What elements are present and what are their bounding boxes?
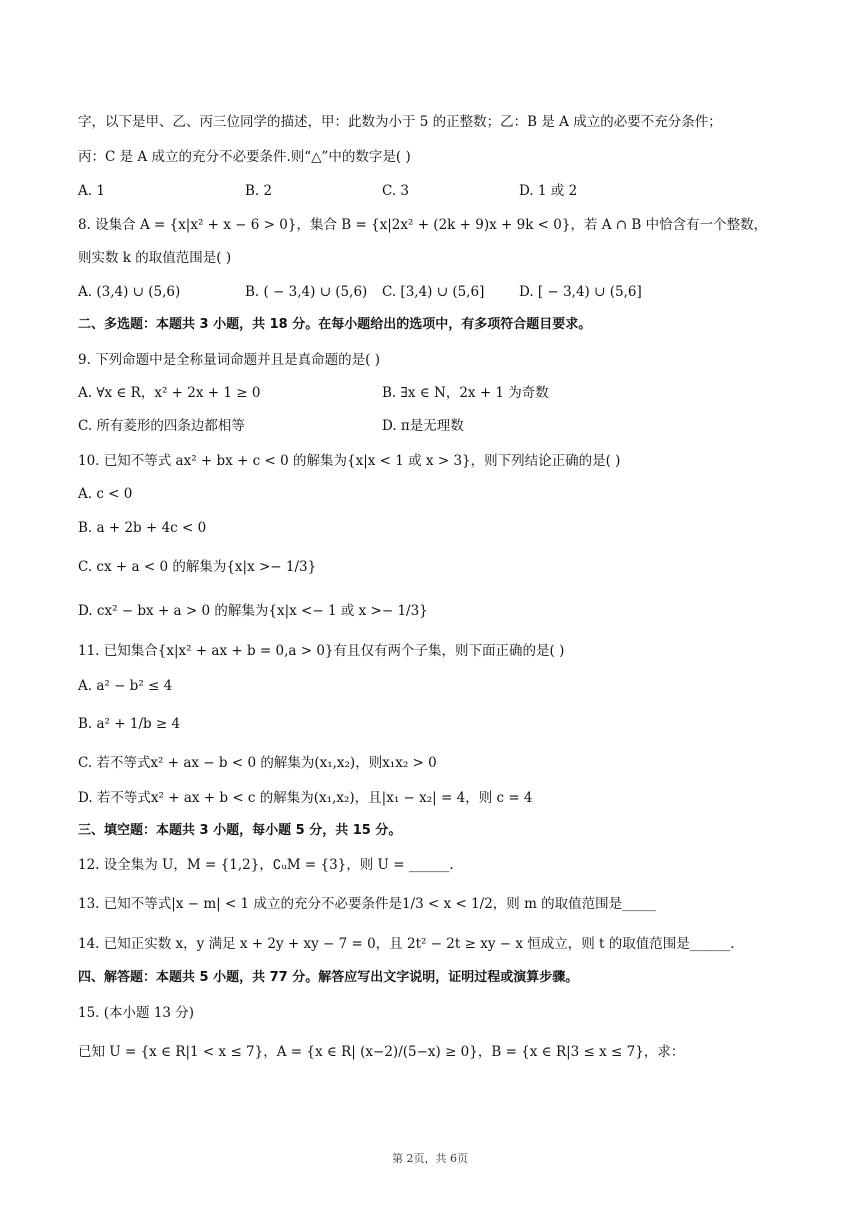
q9-option-b: B. ∃x ∈ N，2x + 1 为奇数 <box>382 385 549 401</box>
q11-option-a: A. a² − b² ≤ 4 <box>78 678 173 694</box>
q9-text: 9. 下列命题中是全称量词命题并且是真命题的是( ) <box>78 352 380 368</box>
q8-option-a: A. (3,4) ∪ (5,6) <box>78 284 181 300</box>
section-4-heading: 四、解答题：本题共 5 小题，共 77 分。解答应写出文字说明，证明过程或演算步骤。 <box>78 970 579 985</box>
q11-text: 11. 已知集合{x|x² + ax + b = 0,a > 0}有且仅有两个子集，则下面正确的是( ) <box>78 643 565 659</box>
q13-text: 13. 已知不等式|x − m| < 1 成立的充分不必要条件是1/3 < x < 1/2，则 m 的取值范围是_____ <box>78 896 656 912</box>
q10-option-a: A. c < 0 <box>78 486 133 502</box>
q8-text-line-1: 8. 设集合 A = {x|x² + x − 6 > 0}，集合 B = {x|2x² + (2k + 9)x + 9k < 0}，若 A ∩ B 中恰含有一个整数， <box>78 217 768 233</box>
q10-option-c: C. cx + a < 0 的解集为{x|x >− 1/3} <box>78 559 317 575</box>
q11-option-b: B. a² + 1/b ≥ 4 <box>78 716 181 732</box>
q7-text-line-1: 字，以下是甲、乙、丙三位同学的描述，甲：此数为小于 5 的正整数；乙：B 是 A 成立的必要不充分条件； <box>78 114 722 130</box>
q8-option-d: D. [ − 3,4) ∪ (5,6] <box>519 284 642 300</box>
q7-option-c: C. 3 <box>382 183 410 199</box>
q11-option-d: D. 若不等式x² + ax + b < c 的解集为(x₁,x₂)，且|x₁ − x₂| = 4，则 c = 4 <box>78 790 533 806</box>
section-3-heading: 三、填空题：本题共 3 小题，每小题 5 分，共 15 分。 <box>78 823 402 838</box>
section-2-heading: 二、多选题：本题共 3 小题，共 18 分。在每小题给出的选项中，有多项符合题目要求。 <box>78 317 592 332</box>
q7-text-line-2: 丙：C 是 A 成立的充分不必要条件.则“△”中的数字是( ) <box>78 149 411 165</box>
q8-option-b: B. ( − 3,4) ∪ (5,6) <box>245 284 368 300</box>
page-footer: 第 2页，共 6页 <box>392 1152 468 1165</box>
q10-option-b: B. a + 2b + 4c < 0 <box>78 520 207 536</box>
q15-text: 已知 U = {x ∈ R|1 < x ≤ 7}，A = {x ∈ R| (x−2)/(5−x) ≥ 0}，B = {x ∈ R|3 ≤ x ≤ 7}，求： <box>78 1044 685 1060</box>
q11-option-c: C. 若不等式x² + ax − b < 0 的解集为(x₁,x₂)，则x₁x₂ > 0 <box>78 755 437 771</box>
q10-text: 10. 已知不等式 ax² + bx + c < 0 的解集为{x|x < 1 或 x > 3}，则下列结论正确的是( ) <box>78 453 621 469</box>
q7-option-a: A. 1 <box>78 183 105 199</box>
q9-option-d: D. π是无理数 <box>382 418 464 434</box>
q14-text: 14. 已知正实数 x，y 满足 x + 2y + xy − 7 = 0，且 2t² − 2t ≥ xy − x 恒成立，则 t 的取值范围是______. <box>78 936 735 952</box>
q15-heading: 15. (本小题 13 分) <box>78 1005 195 1021</box>
q9-option-a: A. ∀x ∈ R，x² + 2x + 1 ≥ 0 <box>78 385 261 401</box>
q7-option-d: D. 1 或 2 <box>519 183 578 199</box>
q8-text-line-2: 则实数 k 的取值范围是( ) <box>78 250 232 266</box>
q9-option-c: C. 所有菱形的四条边都相等 <box>78 418 245 434</box>
q10-option-d: D. cx² − bx + a > 0 的解集为{x|x <− 1 或 x >− 1/3} <box>78 603 428 619</box>
q12-text: 12. 设全集为 U，M = {1,2}，∁ᵤM = {3}，则 U = ______. <box>78 857 454 873</box>
q7-option-b: B. 2 <box>245 183 273 199</box>
q8-option-c: C. [3,4) ∪ (5,6] <box>382 284 485 300</box>
